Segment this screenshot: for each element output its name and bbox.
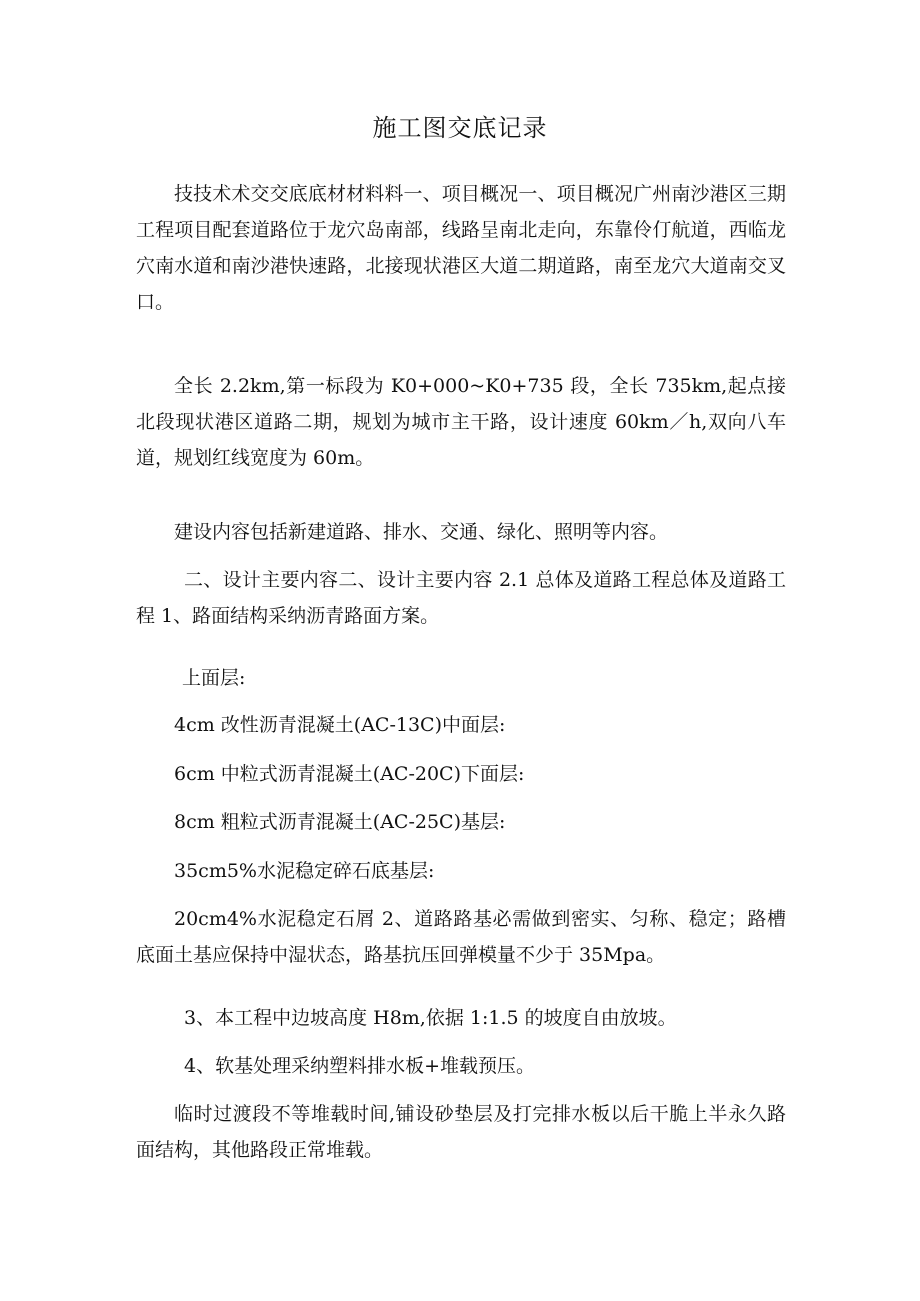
paragraph-design-content: 二、设计主要内容二、设计主要内容 2.1 总体及道路工程总体及道路工程 1、路面结构采纳沥青路面方案。	[136, 569, 786, 627]
paragraph-length-info: 全长 2.2km,第一标段为 K0+000~K0+735 段，全长 735km,起点接北段现状港区道路二期，规划为城市主干路，设计速度 60km／h,双向八车道，规划红线宽度为 60m。	[136, 375, 786, 469]
paragraph-base-layer: 35cm5%水泥稳定碎石底基层:	[174, 860, 435, 882]
paragraph-layer-ac25c: 8cm 粗粒式沥青混凝土(AC-25C)基层:	[174, 811, 506, 833]
paragraph-subbase-roadbed: 20cm4%水泥稳定石屑 2、道路路基必需做到密实、匀称、稳定；路槽底面土基应保持中湿状态，路基抗压回弹模量不少于 35Mpa。	[136, 908, 786, 966]
paragraph-construction-scope: 建设内容包括新建道路、排水、交通、绿化、照明等内容。	[174, 521, 669, 543]
paragraph-upper-layer: 上面层:	[182, 667, 246, 689]
paragraph-transition: 临时过渡段不等堆载时间,铺设砂垫层及打完排水板以后干脆上半永久路面结构，其他路段正常堆载。	[136, 1103, 786, 1161]
paragraph-project-overview: 技技术术交交底底材材料料一、项目概况一、项目概况广州南沙港区三期工程项目配套道路位于龙穴岛南部，线路呈南北走向，东靠伶仃航道，西临龙穴南水道和南沙港快速路，北接现状港区大道二期道路，南至龙穴大道南交叉口。	[136, 183, 786, 313]
paragraph-layer-ac20c: 6cm 中粒式沥青混凝土(AC-20C)下面层:	[174, 763, 525, 785]
document-title: 施工图交底记录	[372, 114, 548, 142]
paragraph-soft-foundation: 4、软基处理采纳塑料排水板+堆载预压。	[184, 1055, 536, 1077]
paragraph-layer-ac13c: 4cm 改性沥青混凝土(AC-13C)中面层:	[174, 714, 506, 736]
paragraph-slope: 3、本工程中边坡高度 H8m,依据 1:1.5 的坡度自由放坡。	[184, 1007, 677, 1029]
